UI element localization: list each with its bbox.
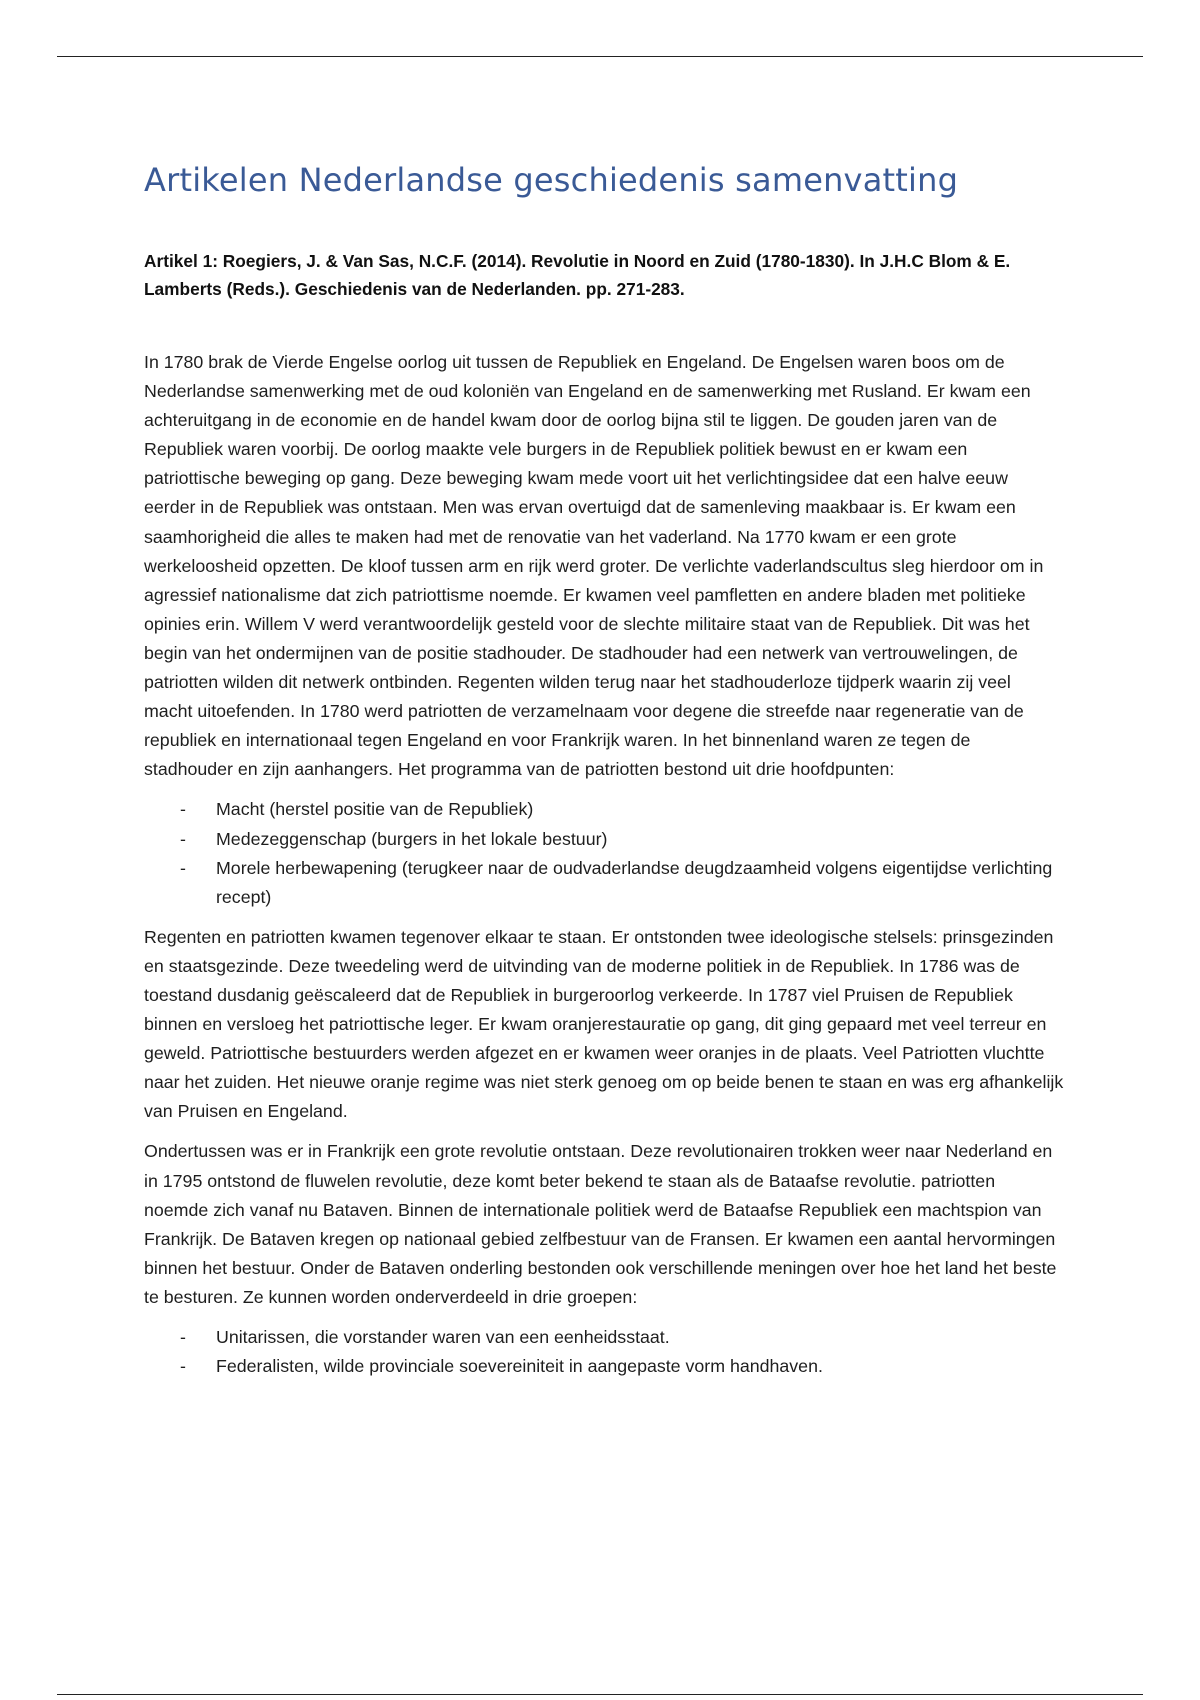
footer-rule [57, 1694, 1143, 1695]
list-item [144, 1323, 1064, 1352]
list-dash: - [180, 828, 186, 849]
list-item-text: Unitarissen, die vorstander waren van een eenheidsstaat. [216, 1327, 670, 1347]
bataven-groups-list [144, 1323, 1064, 1381]
header-rule [57, 56, 1143, 57]
list-item-text: Morele herbewapening (terugkeer naar de oudvaderlandse deugdzaamheid volgens eigentijdse verlichting recept) [216, 857, 1053, 907]
list-item-text: Federalisten, wilde provinciale soevereiniteit in aangepaste vorm handhaven. [216, 1356, 823, 1377]
list-item-text: Macht (herstel positie van de Republiek) [216, 799, 534, 820]
paragraph-3: Ondertussen was er in Frankrijk een grote revolutie ontstaan. Deze revolutionairen trokken weer naar Nederland en in 1795 ontstond de fluwelen revolutie, deze komt beter bekend te staan als de Bataafse revolutie. patriotten noemde zich vanaf nu Bataven. Binnen de internationale politiek werd de Bataafse Republiek een machtspion van Frankrijk. De Bataven kregen op nationaal gebied zelfbestuur van de Fransen. Er kwamen een aantal hervormingen binnen het bestuur. Onder de Bataven onderling bestonden ook verschillende meningen over hoe het land het beste te besturen. Ze kunnen worden onderverdeeld in drie groepen: [144, 1141, 1057, 1307]
document-body [144, 160, 1064, 1381]
list-item [144, 854, 1064, 912]
list-dash: - [180, 1356, 186, 1377]
paragraph-2: Regenten en patriotten kwamen tegenover elkaar te staan. Er ontstonden twee ideologische stelsels: prinsgezinden en staatsgezinde. Deze tweedeling werd de uitvinding van de moderne politiek in de Republiek. In 1786 was de toestand dusdanig geëscaleerd dat de Republiek in burgeroorlog verkeerde. In 1787 viel Pruisen de Republiek binnen en versloeg het patriottische leger. Er kwam oranjerestauratie op gang, dit ging gepaard met veel terreur en geweld. Patriottische bestuurders werden afgezet en er kwamen weer oranjes in de plaats. Veel Patriotten vluchtte naar het zuiden. Het nieuwe oranje regime was niet sterk genoeg om op beide benen te staan en was erg afhankelijk van Pruisen en Engeland. [144, 926, 1064, 1122]
patriot-program-list [144, 795, 1064, 911]
list-dash: - [180, 857, 186, 878]
list-dash: - [180, 1327, 186, 1347]
list-item-text: Medezeggenschap (burgers in het lokale bestuur) [216, 828, 608, 849]
list-item [144, 825, 1064, 854]
document-title: Artikelen Nederlandse geschiedenis samenvatting [144, 161, 959, 199]
article-citation: Artikel 1: Roegiers, J. & Van Sas, N.C.F. (2014). Revolutie in Noord en Zuid (1780-1830). In J.H.C Blom & E. Lamberts (Reds.). Geschiedenis van de Nederlanden. pp. 271-283. [144, 251, 1011, 299]
list-item [144, 1352, 1064, 1381]
list-dash: - [180, 799, 186, 820]
list-item [144, 795, 1064, 824]
paragraph-1: In 1780 brak de Vierde Engelse oorlog uit tussen de Republiek en Engeland. De Engelsen waren boos om de Nederlandse samenwerking met de oud koloniën van Engeland en de samenwerking met Rusland. Er kwam een achteruitgang in de economie en de handel kwam door de oorlog bijna stil te liggen. De gouden jaren van de Republiek waren voorbij. De oorlog maakte vele burgers in de Republiek politiek bewust en er kwam een patriottische beweging op gang. Deze beweging kwam mede voort uit het verlichtingsidee dat een halve eeuw eerder in de Republiek was ontstaan. Men was ervan overtuigd dat de samenleving maakbaar is. Er kwam een saamhorigheid die alles te maken had met de renovatie van het vaderland. Na 1770 kwam er een grote werkeloosheid opzetten. De kloof tussen arm en rijk werd groter. De verlichte vaderlandscultus sleg hierdoor om in agressief nationalisme dat zich patriottisme noemde. Er kwamen veel pamfletten en andere bladen met politieke opinies erin. Willem V werd verantwoordelijk gesteld voor de slechte militaire staat van de Republiek. Dit was het begin van het ondermijnen van de positie stadhouder. De stadhouder had een netwerk van vertrouwelingen, de patriotten wilden dit netwerk ontbinden. Regenten wilden terug naar het stadhouderloze tijdperk waarin zij veel macht uitoefenden. In 1780 werd patriotten de verzamelnaam voor degene die streefde naar regeneratie van de republiek en internationaal tegen Engeland en voor Frankrijk waren. In het binnenland waren ze tegen de stadhouder en zijn aanhangers. Het programma van de patriotten bestond uit drie hoofdpunten: [144, 352, 1044, 780]
